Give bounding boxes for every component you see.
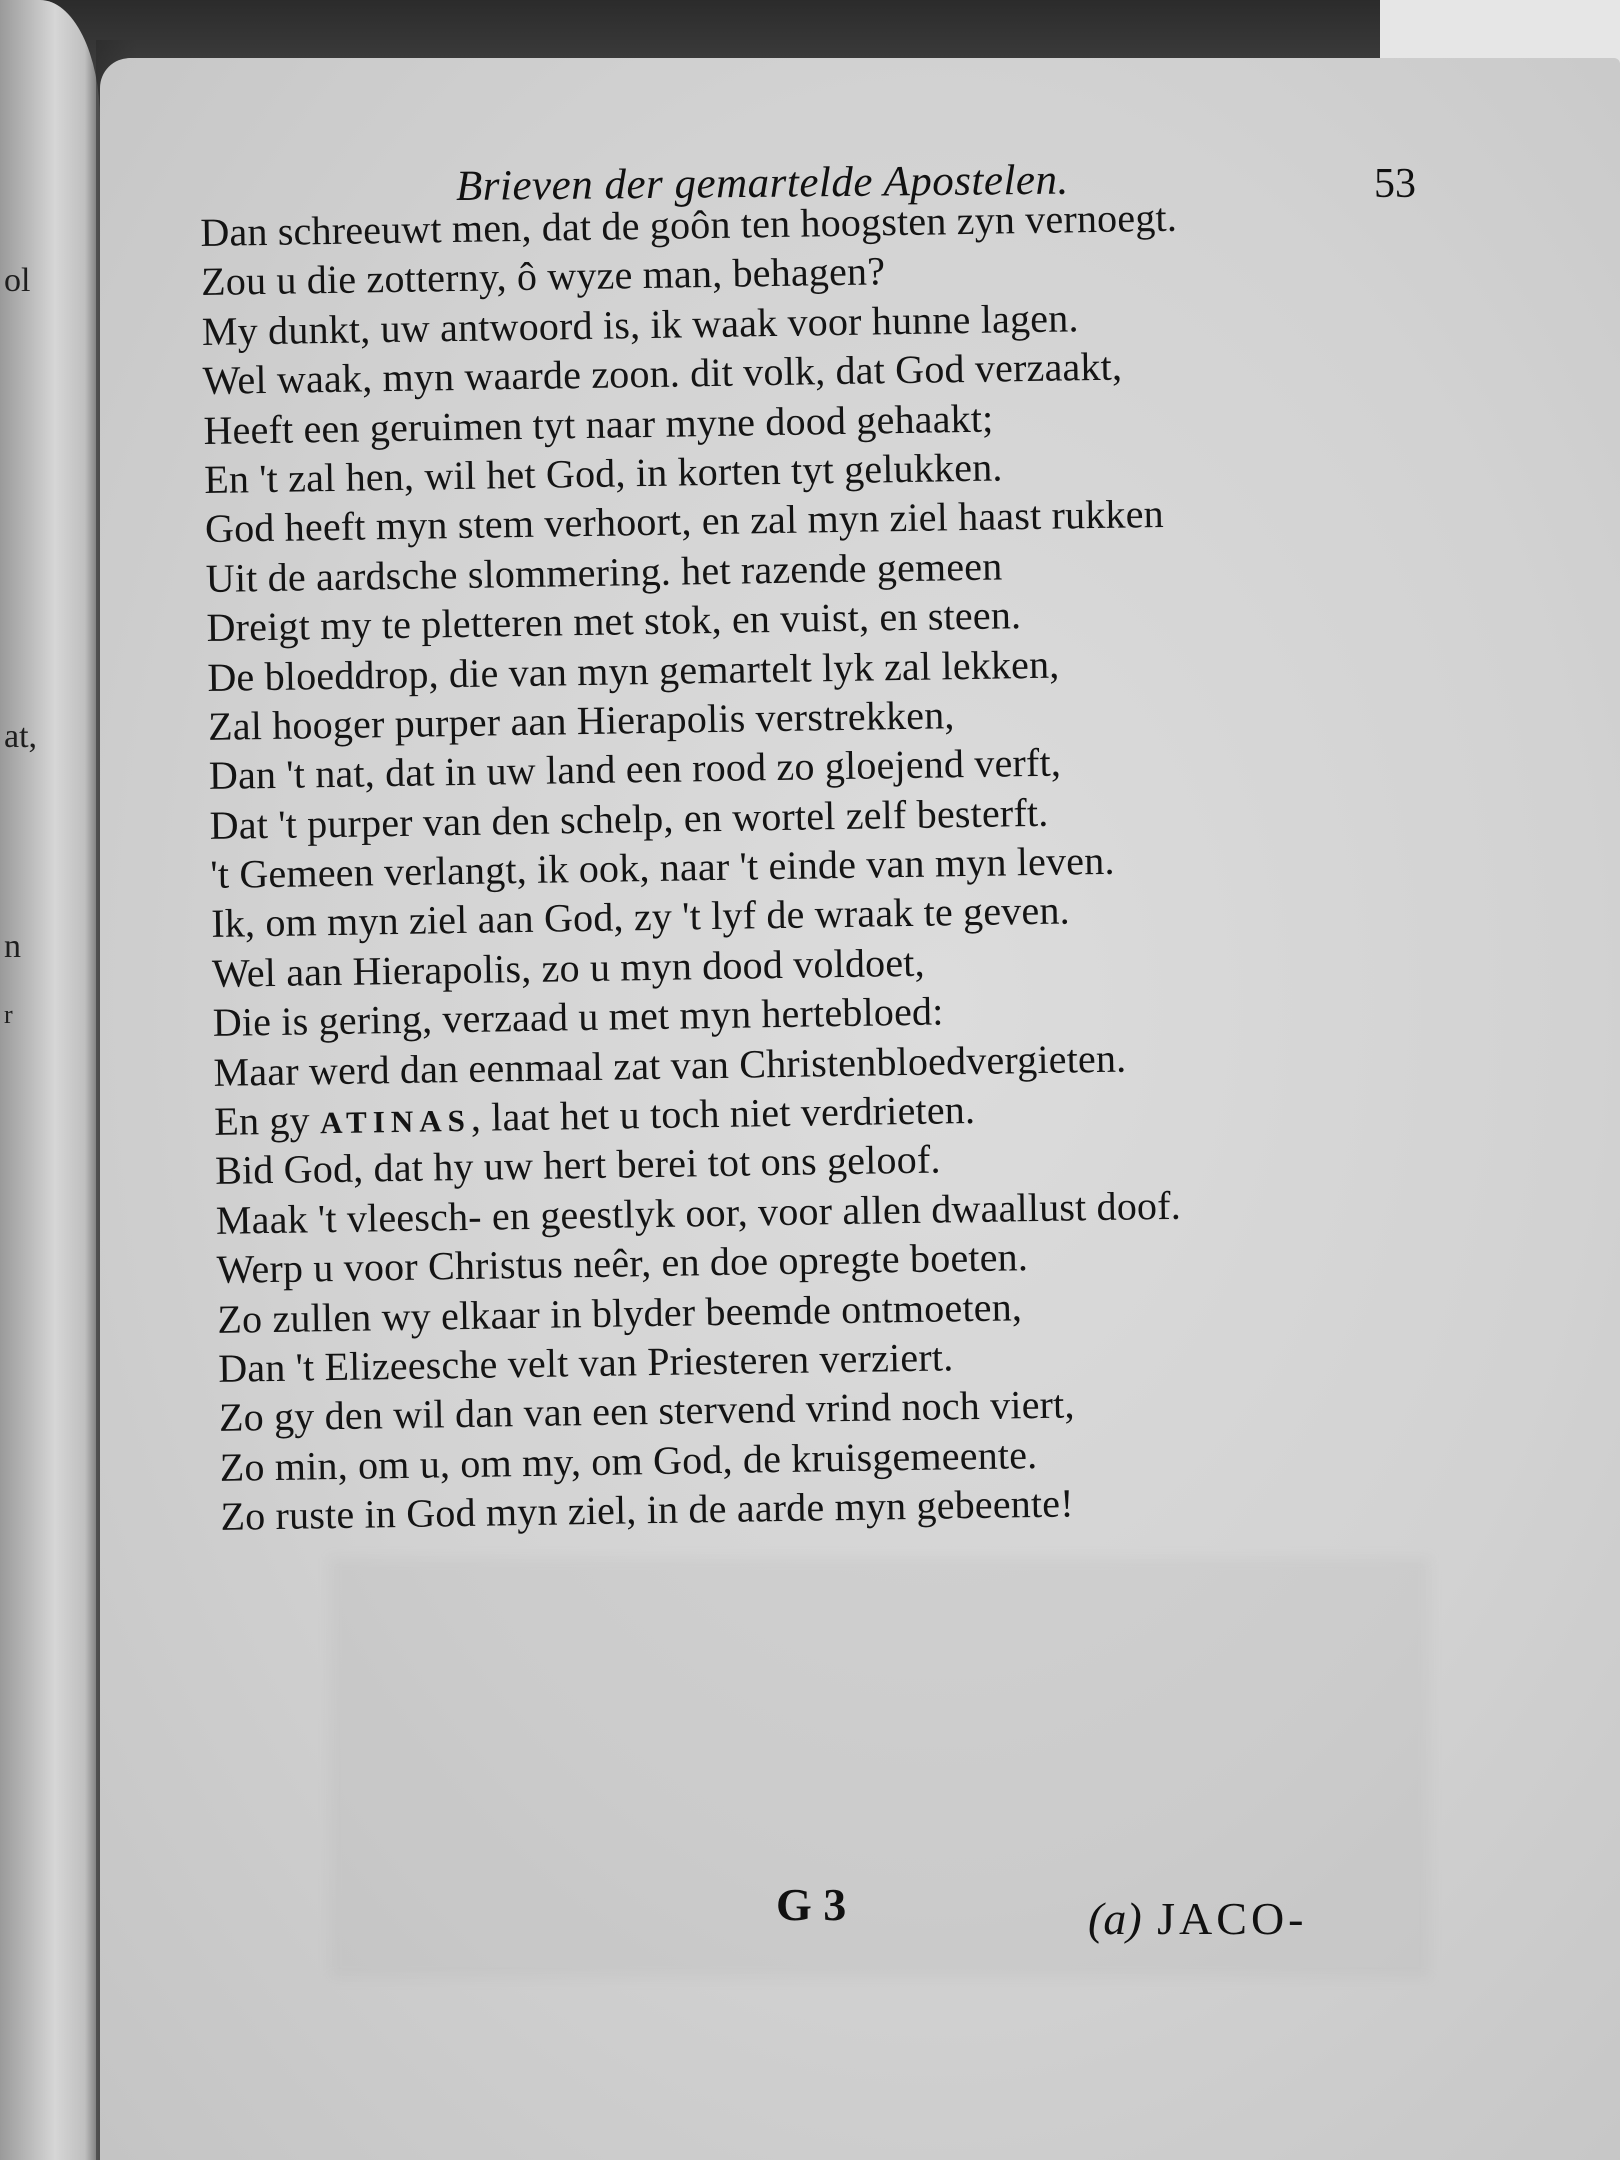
poem-line: Zal hooger purper aan Hierapolis verstrekken, (207, 692, 955, 749)
poem-line: En 't zal hen, wil het God, in korten tyt gelukken. (203, 444, 1003, 502)
poem-line: Zo gy den wil dan van een stervend vrind noch viert, (218, 1381, 1075, 1441)
poem-line: 't Gemeen verlangt, ik ook, naar 't einde van myn leven. (210, 837, 1115, 897)
poem-line: Zo ruste in God myn ziel, in de aarde myn gebeente! (220, 1480, 1075, 1539)
poem-line-part: En gy (213, 1097, 321, 1144)
poem-line: Dat 't purper van den schelp, en wortel zelf besterft. (209, 789, 1049, 848)
poem-line: Zo min, om u, om my, om God, de kruisgemeente. (219, 1431, 1038, 1490)
person-name-smallcaps: ATINAS (319, 1102, 472, 1141)
poem-line: Dan schreeuwt men, dat de goôn ten hoogsten zyn vernoegt. (200, 194, 1178, 255)
poem-line: Wel aan Hierapolis, zo u myn dood voldoet, (211, 939, 926, 996)
facing-page-fragment: n (4, 928, 21, 965)
signature-mark: G 3 (776, 1879, 847, 1930)
facing-page-fragment: at, (4, 718, 38, 755)
poem-line: Maar werd dan eenmaal zat van Christenbloedvergieten. (213, 1035, 1127, 1095)
poem-line: Maak 't vleesch- en geestlyk oor, voor allen dwaallust doof. (215, 1182, 1182, 1243)
poem-line: My dunkt, uw antwoord is, ik waak voor hunne lagen. (201, 294, 1079, 354)
poem-line: God heeft myn stem verhoort, en zal myn ziel haast rukken (204, 491, 1165, 552)
facing-page-left (0, 0, 100, 2160)
page-number: 53 (1374, 161, 1416, 207)
book-page (100, 58, 1620, 2160)
poem-line: Wel waak, myn waarde zoon. dit volk, dat God verzaakt, (202, 343, 1123, 404)
poem-line: Bid God, dat hy uw hert berei tot ons geloof. (214, 1136, 941, 1194)
catchword (1088, 1892, 1307, 1945)
facing-page-fragment: r (4, 1000, 13, 1029)
poem-line: Uit de aardsche slommering. het razende gemeen (205, 543, 1003, 601)
poem-line: Werp u voor Christus neêr, en doe opregte boeten. (216, 1234, 1029, 1293)
poem-line: Dreigt my te pletteren met stok, en vuist, en steen. (206, 592, 1022, 651)
poem-line: Ik, om myn ziel aan God, zy 't lyf de wraak te geven. (210, 887, 1071, 947)
poem-line: Dan 't Elizeesche velt van Priesteren verziert. (217, 1334, 954, 1391)
poem-line: Zo zullen wy elkaar in blyder beemde ontmoeten, (217, 1283, 1023, 1342)
running-title: Brieven der gemartelde Apostelen. (455, 156, 1069, 210)
poem-line: De bloeddrop, die van myn gemartelt lyk zal lekken, (207, 641, 1060, 700)
poem-line-part: , laat het u toch niet verdrieten. (470, 1086, 976, 1140)
poem-line: Dan 't nat, dat in uw land een rood zo gloejend verft, (208, 739, 1062, 799)
catchword-text: JACO- (1157, 1893, 1308, 1944)
footnote-marker: (a) (1088, 1893, 1142, 1944)
poem-line: Die is gering, verzaad u met myn hertebloed: (212, 988, 944, 1046)
poem-line: Zou u die zotterny, ô wyze man, behagen? (200, 248, 886, 305)
poem-line: Heeft een geruimen tyt naar myne dood gehaakt; (203, 395, 994, 453)
poem-text (200, 188, 1521, 1542)
facing-page-fragment: ol (4, 262, 31, 299)
